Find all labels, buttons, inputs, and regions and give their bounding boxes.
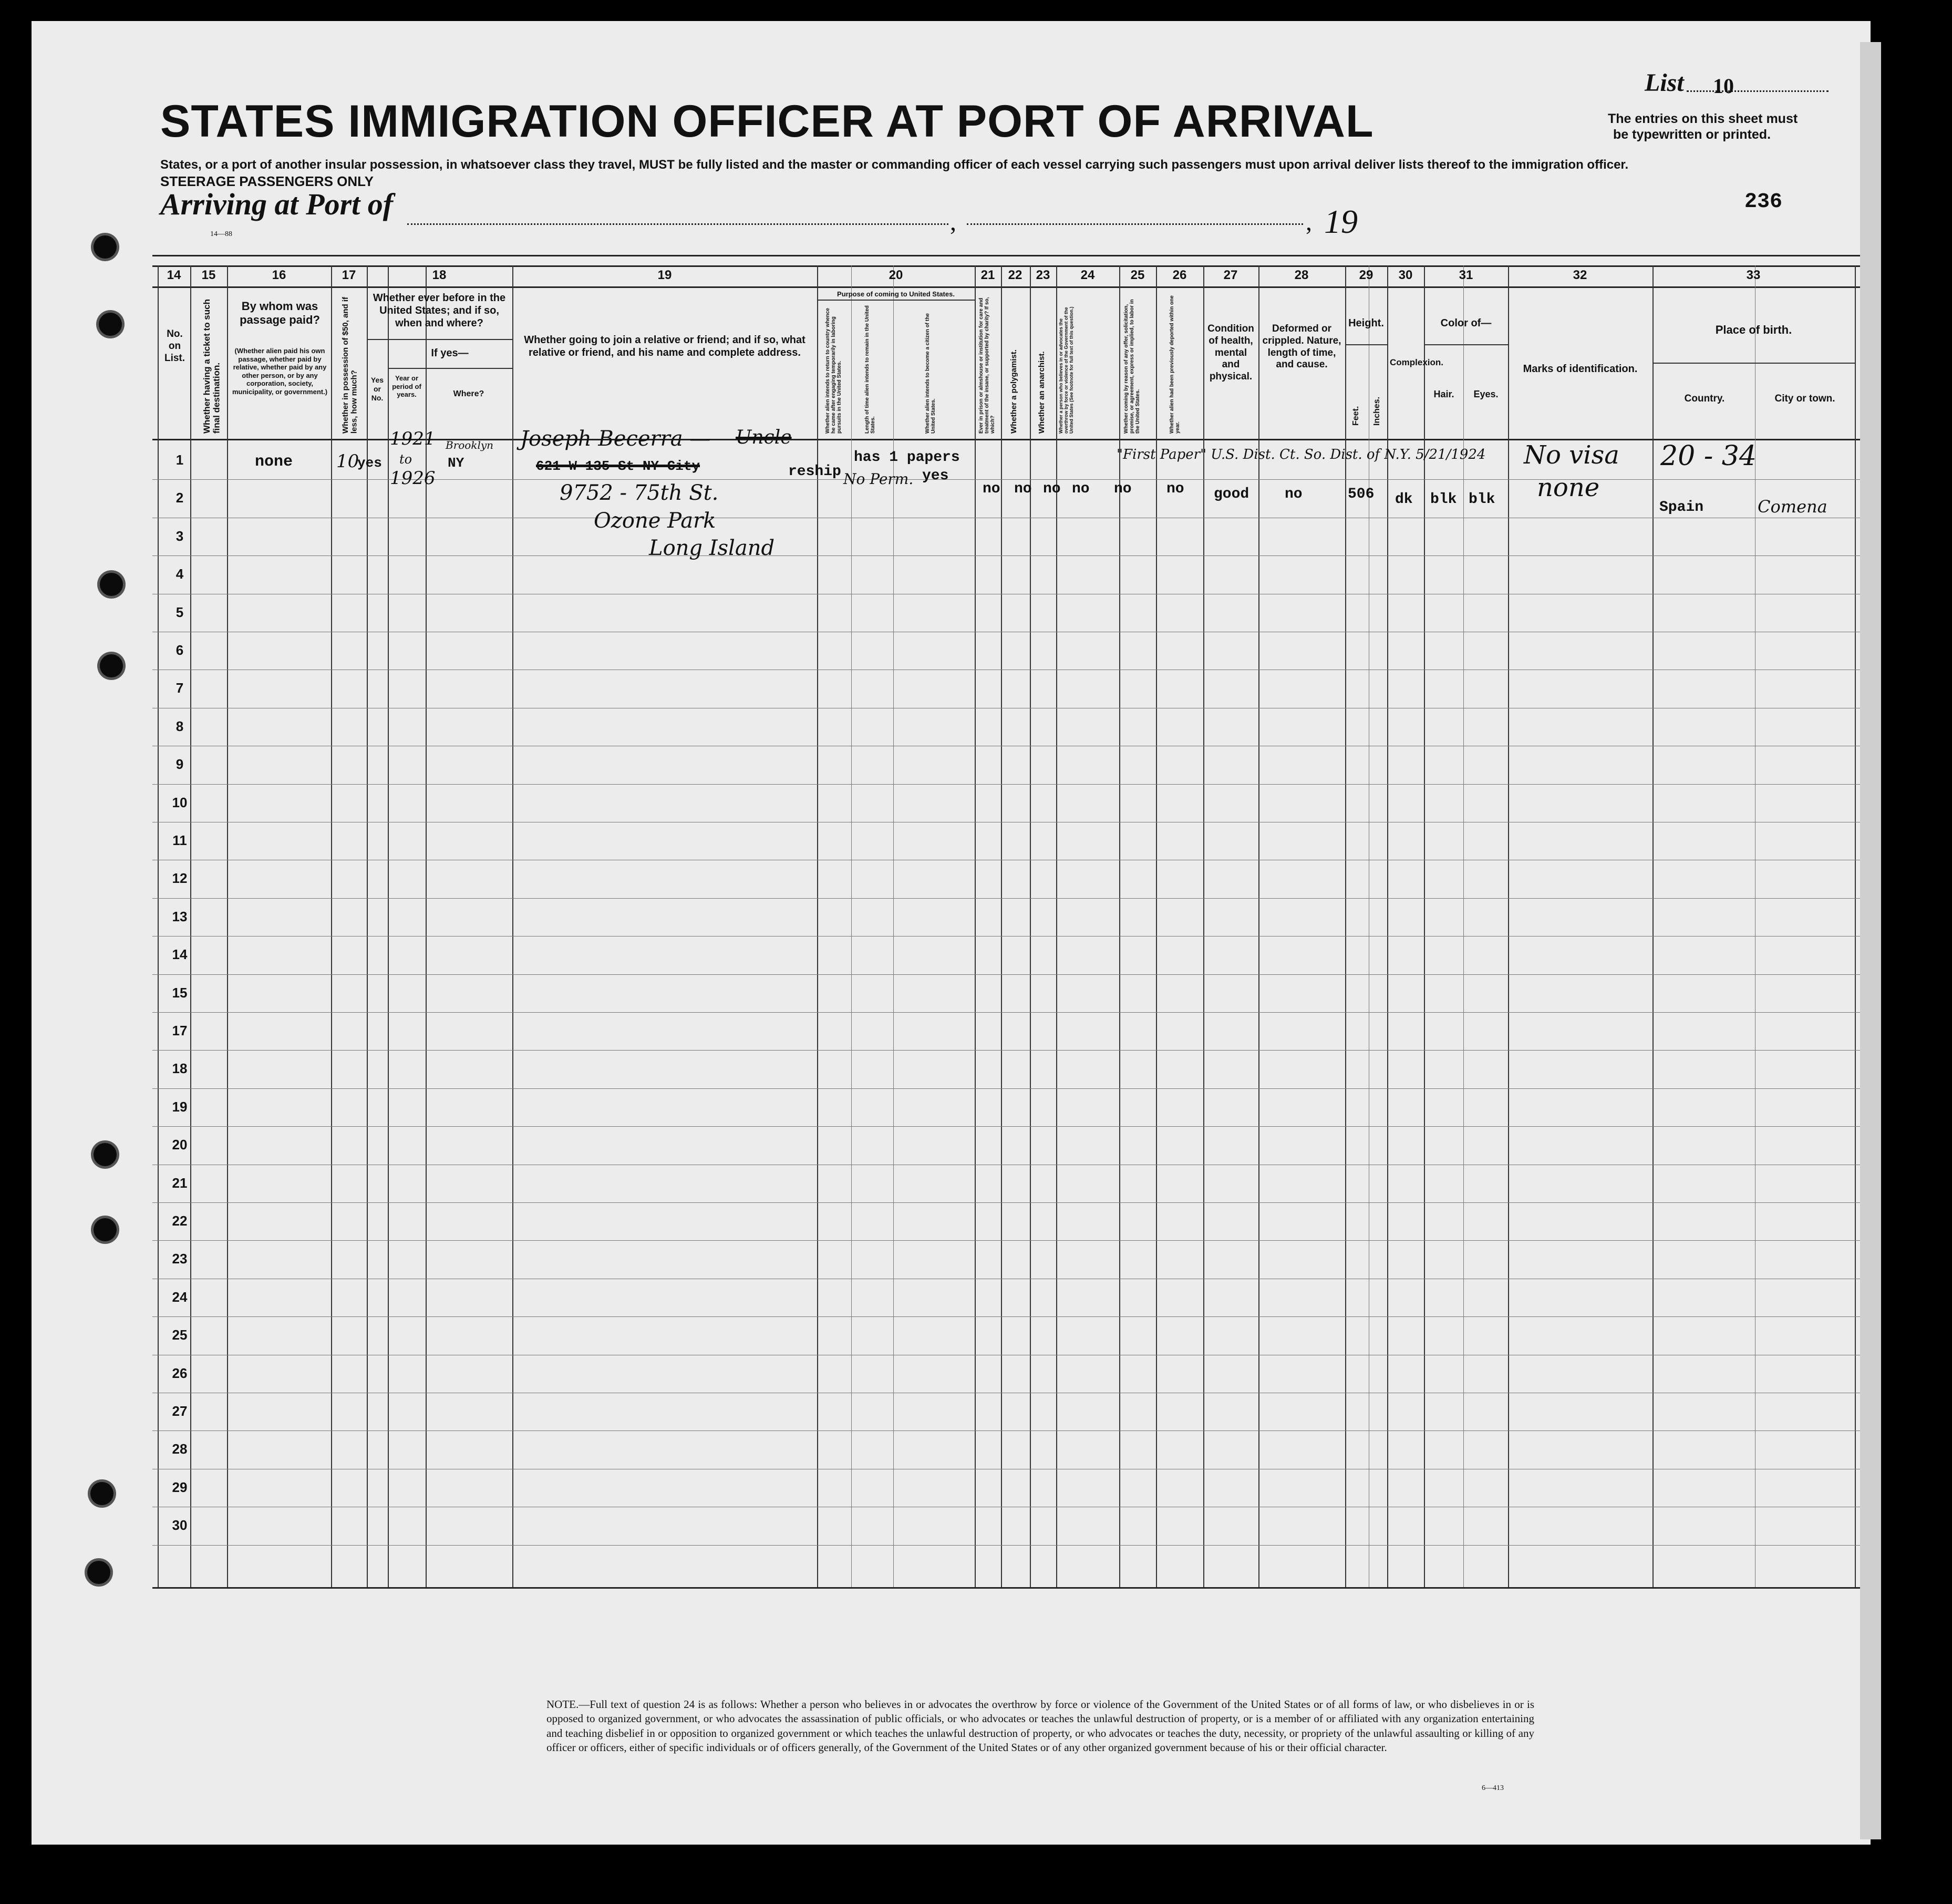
col-number-28: 28 [1294,268,1309,282]
header-purpose-citizen: Whether alien intends to become a citizen of the United States. [925,313,936,434]
binder-hole [87,1561,110,1584]
header-place-of-birth: Place of birth. [1715,323,1792,336]
header-polygamist: Whether a polygamist. [1009,349,1018,434]
header-yes-or-no: Yes or No. [370,376,384,402]
header-ticket: Whether having a ticket to such final destination. [202,299,222,434]
header-prison: Ever in prison or almshouse or institution for care and treatment of the insane, or supported by charity? If so, which? [978,297,996,434]
row-line [152,555,1860,556]
q24-value: no [1072,481,1090,497]
before-years-1: 1921 [390,428,436,449]
header-where: Where? [453,389,484,398]
purpose-permanent: No Perm. [843,470,914,488]
marks-visa: No visa [1524,440,1619,470]
entries-note: be typewritten or printed. [1613,127,1771,142]
col-number-33: 33 [1746,268,1761,282]
arriving-label: Arriving at Port of [160,187,394,221]
row-number: 5 [175,604,184,620]
city-value: Comena [1758,497,1827,517]
first-paper-annotation: "First Paper" U.S. Dist. Ct. So. Dist. of N.Y. 5/21/1924 [1117,447,1486,462]
col-number-25: 25 [1130,268,1145,282]
header-height: Height. [1348,317,1384,329]
header-country: Country. [1684,393,1725,404]
row-number: 7 [175,680,184,696]
col-number-23: 23 [1036,268,1050,282]
header-passage-paid: By whom was passage paid? [240,300,320,327]
country-code: 20 - 34 [1660,440,1757,472]
row-line [152,1012,1860,1013]
header-year: Year or period of years. [392,374,421,399]
header-deported: Whether alien had been previously deported within one year. [1169,295,1181,434]
join-relation: Uncle [736,427,792,448]
marks-none: none [1537,473,1600,502]
list-label: List [1645,69,1684,97]
binder-hole [94,235,117,259]
col-number-16: 16 [272,268,286,282]
col-number-30: 30 [1398,268,1413,282]
header-marks: Marks of identification. [1523,363,1638,375]
row-number: 26 [172,1365,188,1381]
row-number: 20 [172,1137,188,1153]
header-labor-offer: Whether coming by reason of any offer, solicitation, promise, or agreement, express or implied, to labor in the United States. [1123,299,1141,434]
before-years-3: 1926 [390,468,436,489]
join-address-3: Long Island [649,536,775,560]
row-number: 29 [172,1479,188,1495]
col-number-20: 20 [889,268,903,282]
row-number: 9 [175,756,184,773]
country-value: Spain [1659,499,1704,516]
binder-hole [99,313,122,336]
row-number: 4 [175,566,184,582]
header-purpose: Purpose of coming to United States. [837,290,955,298]
before-where-1: Brooklyn [446,439,494,451]
header-if-yes: If yes— [431,347,469,359]
header-anarchist: Whether an anarchist. [1037,351,1046,434]
header-join-relative: Whether going to join a relative or friend; and if so, what relative or friend, and his name and complete address. [524,334,805,358]
header-fifty-dollars: Whether in possession of $50, and if less, how much? [341,296,359,434]
header-passage-note: (Whether alien paid his own passage, whether paid by relative, whether paid by any other person, or by any corporation, society, municipality, or government.) [232,347,328,396]
row-number: 2 [175,490,184,506]
header-hair: Hair. [1433,389,1454,399]
row-line [152,1050,1860,1051]
row-number: 3 [175,528,184,544]
q26-value: no [1166,481,1184,497]
form-subtitle: States, or a port of another insular possession, in whatsoever class they travel, MUST be fully listed and the master or commanding officer of each vessel carrying such passengers must upon arrival deliver lists thereof to the immigration officer. [160,158,1629,172]
q23-value: no [1043,481,1061,497]
row-line [152,784,1860,785]
footnote-code: 6—413 [1482,1784,1504,1792]
col-number-29: 29 [1359,268,1373,282]
col-number-22: 22 [1008,268,1023,282]
row-number: 6 [175,642,184,658]
col-number-15: 15 [201,268,216,282]
row-line [152,1202,1860,1203]
col-number-21: 21 [980,268,995,282]
row-number: 13 [172,908,188,924]
binder-hole [100,654,123,677]
complexion-value: dk [1395,491,1413,508]
page-number: 236 [1744,190,1783,214]
header-health: Condition of health, mental and physical. [1207,323,1254,383]
row-number: 15 [172,984,188,1001]
purpose-papers: has 1 papers [854,449,960,466]
header-ever-before: Whether ever before in the United States; and if so, when and where? [373,292,506,329]
row-number: 21 [172,1175,188,1191]
col-number-24: 24 [1080,268,1095,282]
q25-value: no [1114,481,1132,497]
join-name: Joseph Becerra — [520,427,711,451]
row-number: 24 [172,1289,188,1305]
before-where-2: NY [448,455,464,471]
col-number-27: 27 [1223,268,1238,282]
binder-hole [100,573,123,596]
binder-hole [94,1218,117,1241]
row-number: 8 [175,718,184,734]
passage-paid-value: none [255,453,293,471]
q21-value: no [983,481,1000,497]
deformed-value: no [1285,486,1303,502]
year-label: 19 [1324,203,1358,240]
row-number: 22 [172,1213,188,1229]
col-number-19: 19 [657,268,672,282]
row-line [152,1088,1860,1089]
col-number-26: 26 [1172,268,1187,282]
row-line [152,898,1860,899]
col-number-31: 31 [1459,268,1473,282]
header-purpose-length: Length of time alien intends to remain in the United States. [864,305,876,434]
hair-value: blk [1430,491,1457,508]
row-number: 12 [172,870,188,887]
row-line [152,974,1860,975]
row-line [152,1430,1860,1431]
height-value: 506 [1348,486,1375,502]
row-number: 27 [172,1403,188,1419]
before-years-2: to [399,452,412,467]
row-number: 23 [172,1251,188,1267]
row-line [152,1545,1860,1546]
row-number: 30 [172,1517,188,1534]
eyes-value: blk [1469,491,1495,508]
col-number-32: 32 [1573,268,1587,282]
header-no-on-list: No. on List. [164,328,185,364]
join-address-2: Ozone Park [594,509,716,533]
row-number: 11 [172,832,187,848]
list-number: 10 [1713,74,1734,98]
col-number-18: 18 [432,268,447,282]
header-city: City or town. [1774,393,1835,404]
header-eyes: Eyes. [1473,389,1499,399]
row-number: 17 [172,1023,188,1038]
join-old-address: 621 W 135 St NY City [536,458,700,474]
before-yes-value: yes [357,455,382,471]
col-number-14: 14 [167,268,181,282]
form-title: STATES IMMIGRATION OFFICER AT PORT OF ARRIVAL [160,96,1374,147]
purpose-citizen: yes [922,468,949,484]
row-number: 14 [172,946,188,963]
row-number: 25 [172,1327,188,1343]
header-feet: Feet. [1351,406,1360,426]
row-number: 10 [172,794,188,810]
header-deformed: Deformed or crippled. Nature, length of time, and cause. [1262,323,1341,370]
header-overthrow: Whether a person who believes in or advocates the overthrow by force or violence of the Government of the United States (See footnote for full text of this question.) [1058,306,1074,434]
col-number-17: 17 [342,268,356,282]
row-number: 18 [172,1061,188,1077]
form-code: 14—88 [210,230,232,238]
steerage-label: STEERAGE PASSENGERS ONLY [160,173,374,189]
header-purpose-return: Whether alien intends to return to country whence he came after engaging temporarily in laboring pursuits in the United States. [825,308,842,434]
health-value: good [1214,486,1249,502]
row-number: 1 [175,452,184,468]
purpose-reship: reship [788,464,841,480]
header-inches: Inches. [1372,396,1381,426]
header-color-of: Color of— [1440,317,1492,329]
header-complexion: Complexion. [1390,357,1444,367]
row-line [152,1240,1860,1241]
money-value: 10 [336,451,359,472]
entries-note: The entries on this sheet must [1608,111,1798,126]
row-number: 19 [172,1098,188,1115]
join-address-1: 9752 - 75th St. [560,481,719,505]
row-number: 28 [172,1441,188,1457]
binder-hole [90,1482,113,1505]
binder-hole [94,1143,117,1166]
footnote: NOTE.—Full text of question 24 is as follows: Whether a person who believes in or advocates the overthrow by force or violence of the Government of the United States or of all forms of law, or who disbelieves in or is opposed to organized government, or who advocates the assassination of public officials, or who advocates or teaches the unlawful destruction of property, or is a member of or affiliated with any organization entertaining and teaching disbelief in or opposition to organized government or which teaches the unlawful destruction of property, or who advocates or teaches the duty, necessity, or propriety of the unlawful assaulting or killing of any officer or officers, either of specific individuals or of officers generally, of the Government of the United States or of any other organized government because of his or their official character. [546,1698,1534,1754]
row-line [152,1316,1860,1317]
q22-value: no [1014,481,1032,497]
sheet-edge [1860,42,1881,1839]
row-line [152,1126,1860,1127]
